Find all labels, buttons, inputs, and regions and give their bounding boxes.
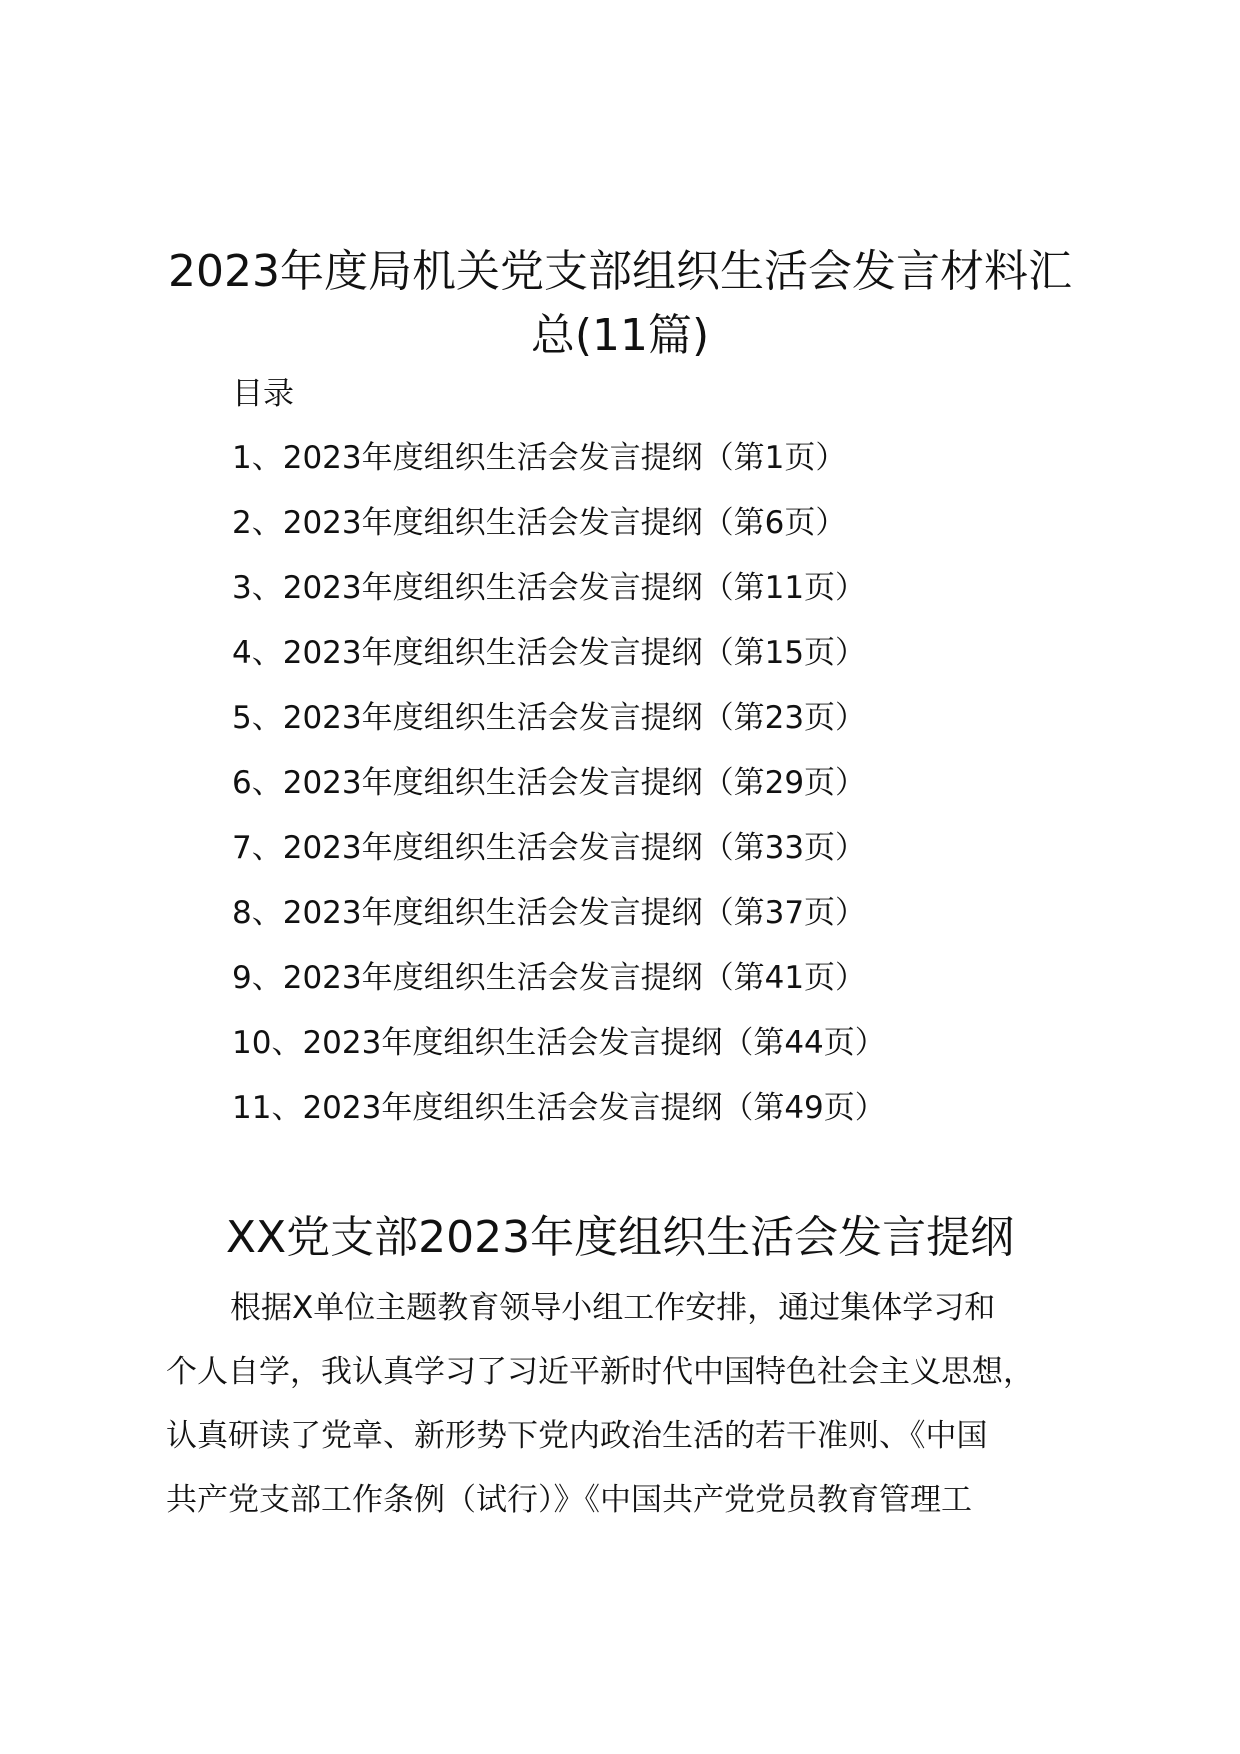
body-line: 根据X单位主题教育领导小组工作安排，通过集体学习和: [230, 1290, 996, 1326]
toc-item: 5、2023年度组织生活会发言提纲（第23页）: [232, 700, 867, 736]
toc-item: 1、2023年度组织生活会发言提纲（第1页）: [232, 440, 847, 476]
toc-item: 7、2023年度组织生活会发言提纲（第33页）: [232, 830, 867, 866]
toc-item: 4、2023年度组织生活会发言提纲（第15页）: [232, 635, 867, 671]
toc-item: 3、2023年度组织生活会发言提纲（第11页）: [232, 570, 867, 606]
section-title: XX党支部2023年度组织生活会发言提纲: [225, 1212, 1015, 1263]
toc-item: 8、2023年度组织生活会发言提纲（第37页）: [232, 895, 867, 931]
toc-item: 10、2023年度组织生活会发言提纲（第44页）: [232, 1025, 886, 1061]
body-line: 共产党支部工作条例（试行）》《中国共产党党员教育管理工: [166, 1482, 972, 1518]
body-line: 认真研读了党章、新形势下党内政治生活的若干准则、《中国: [166, 1418, 988, 1454]
body-line: 个人自学，我认真学习了习近平新时代中国特色社会主义思想，: [166, 1354, 1034, 1390]
toc-list: [232, 436, 886, 1151]
document-title: 2023年度局机关党支部组织生活会发言材料汇总(11篇): [168, 246, 1072, 361]
toc-item: 6、2023年度组织生活会发言提纲（第29页）: [232, 765, 867, 801]
body-paragraph: [166, 1276, 1106, 1532]
toc-item: 2、2023年度组织生活会发言提纲（第6页）: [232, 505, 847, 541]
toc-item: 9、2023年度组织生活会发言提纲（第41页）: [232, 960, 867, 996]
toc-item: 11、2023年度组织生活会发言提纲（第49页）: [232, 1090, 886, 1126]
toc-heading: 目录: [232, 376, 294, 412]
